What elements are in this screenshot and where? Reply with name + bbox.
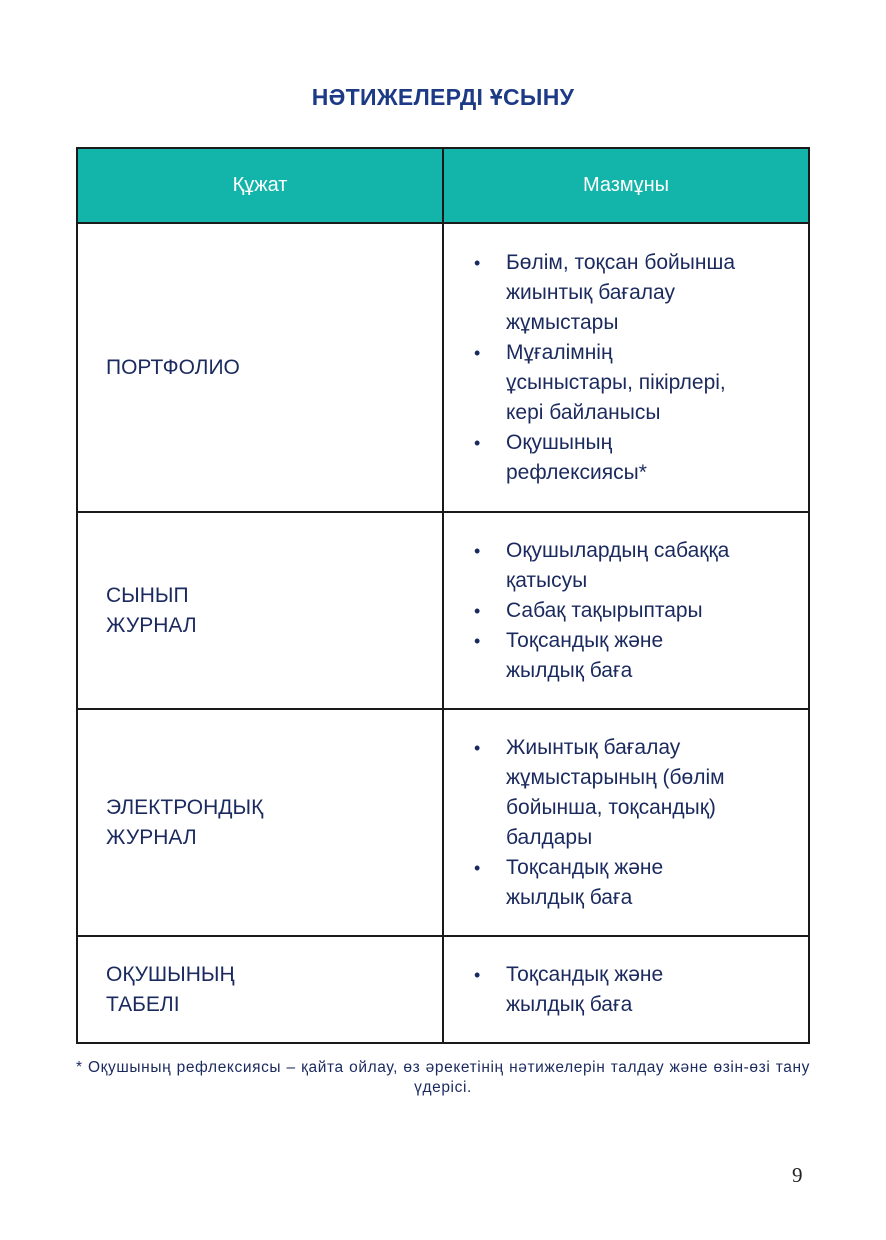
document-name-cell xyxy=(77,512,443,709)
list-item-text: Тоқсандық және xyxy=(506,628,664,652)
document-name: ПОРТФОЛИО xyxy=(106,355,240,379)
content-list xyxy=(470,960,790,1020)
column-header-document: Құжат xyxy=(77,148,443,223)
content-list xyxy=(470,536,790,686)
list-item-text: кері байланысы xyxy=(506,400,661,424)
document-name: ЖУРНАЛ xyxy=(106,825,197,849)
list-item xyxy=(470,960,790,1020)
list-item xyxy=(470,853,790,913)
document-name: ОҚУШЫНЫҢ xyxy=(106,962,235,986)
list-item-text: жылдық баға xyxy=(506,885,633,909)
list-item xyxy=(470,596,790,626)
list-item-text: жылдық баға xyxy=(506,658,633,682)
bullet-icon: • xyxy=(474,342,481,363)
list-item-text: жұмыстарының (бөлім xyxy=(506,765,725,789)
table-row xyxy=(77,223,809,512)
list-item-text: Мұғалімнің xyxy=(506,340,613,364)
bullet-icon: • xyxy=(474,432,481,453)
list-item xyxy=(470,626,790,686)
page-number: 9 xyxy=(792,1163,803,1187)
list-item-text: рефлексиясы* xyxy=(506,460,647,484)
document-name: ТАБЕЛІ xyxy=(106,992,180,1016)
page-title: НӘТИЖЕЛЕРДІ ҰСЫНУ xyxy=(311,84,575,110)
content-cell xyxy=(443,512,809,709)
content-cell xyxy=(443,223,809,512)
bullet-icon: • xyxy=(474,857,481,878)
documents-table xyxy=(76,147,810,1044)
list-item-text: жұмыстары xyxy=(506,310,619,334)
content-list xyxy=(470,733,790,913)
table-row xyxy=(77,936,809,1043)
bullet-icon: • xyxy=(474,737,481,758)
document-name-cell xyxy=(77,709,443,936)
bullet-icon: • xyxy=(474,540,481,561)
content-list xyxy=(470,248,790,488)
list-item-text: жиынтық бағалау xyxy=(506,280,675,304)
list-item xyxy=(470,338,790,428)
bullet-icon: • xyxy=(474,252,481,273)
list-item-text: ұсыныстары, пікірлері, xyxy=(506,370,726,394)
column-header-content: Мазмұны xyxy=(443,148,809,223)
bullet-icon: • xyxy=(474,600,481,621)
list-item xyxy=(470,733,790,853)
document-name-cell xyxy=(77,936,443,1043)
list-item-text: Жиынтық бағалау xyxy=(506,735,681,759)
document-name: СЫНЫП xyxy=(106,583,189,607)
footnote: * Оқушының рефлексиясы – қайта ойлау, өз әрекетінің нәтижелерін талдау және өзін-өзі тану үдерісі. xyxy=(76,1059,810,1096)
content-cell xyxy=(443,709,809,936)
document-name: ЖУРНАЛ xyxy=(106,613,197,637)
bullet-icon: • xyxy=(474,630,481,651)
list-item xyxy=(470,536,790,596)
list-item-text: Тоқсандық және xyxy=(506,962,664,986)
table-header-row xyxy=(77,148,809,223)
list-item-text: Бөлім, тоқсан бойынша xyxy=(506,250,736,274)
list-item-text: Тоқсандық және xyxy=(506,855,664,879)
list-item xyxy=(470,248,790,338)
table-row xyxy=(77,512,809,709)
list-item-text: Оқушының xyxy=(506,430,613,454)
table-row xyxy=(77,709,809,936)
list-item-text: бойынша, тоқсандық) xyxy=(506,795,716,819)
list-item-text: Сабақ тақырыптары xyxy=(506,598,703,622)
bullet-icon: • xyxy=(474,964,481,985)
list-item-text: Оқушылардың сабаққа xyxy=(506,538,730,562)
list-item-text: қатысуы xyxy=(506,568,588,592)
list-item xyxy=(470,428,790,488)
content-cell xyxy=(443,936,809,1043)
document-name: ЭЛЕКТРОНДЫҚ xyxy=(106,795,264,819)
list-item-text: балдары xyxy=(506,825,593,849)
list-item-text: жылдық баға xyxy=(506,992,633,1016)
document-name-cell xyxy=(77,223,443,512)
